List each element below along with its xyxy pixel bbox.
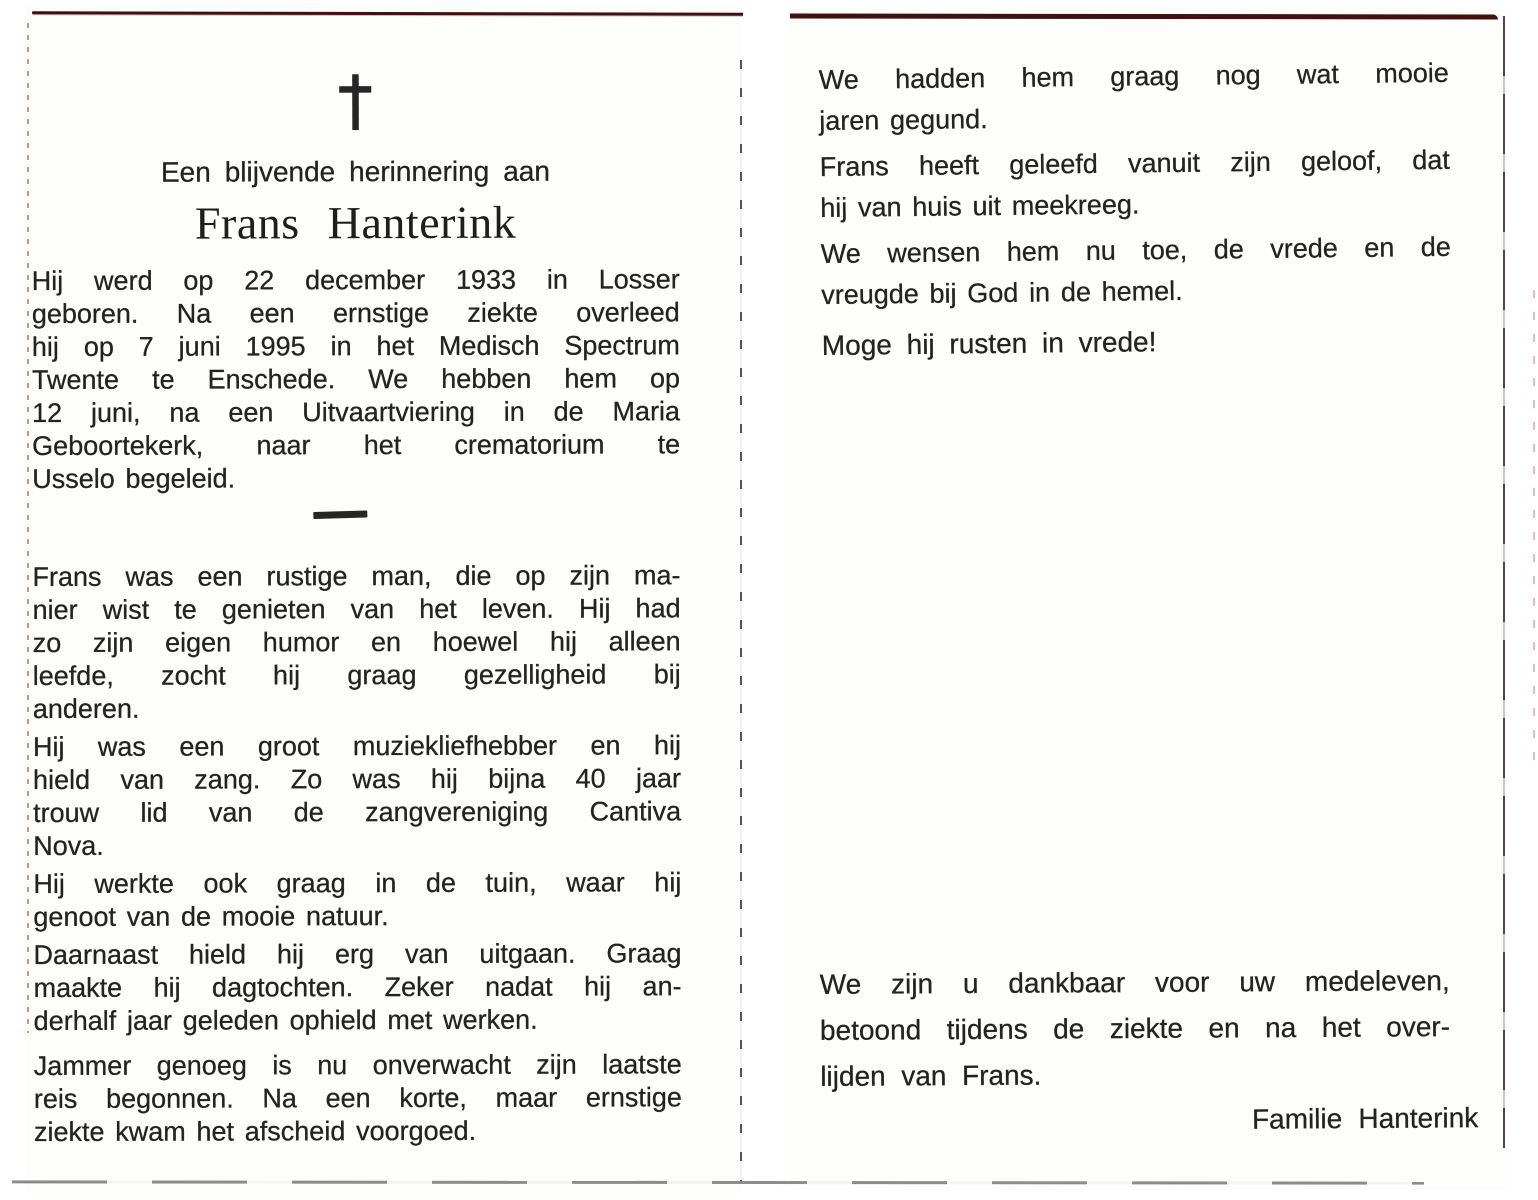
text-line: Usselo begeleid. bbox=[32, 463, 236, 494]
text-line: Daarnaast hield hij erg van uitgaan. Graag bbox=[33, 938, 682, 970]
memorial-card-right-page bbox=[790, 8, 1506, 1190]
text-line: zo zijn eigen humor en hoewel hij alleen bbox=[32, 626, 681, 658]
text-line: derhalf jaar geleden ophield met werken. bbox=[33, 1004, 538, 1036]
text-line: maakte hij dagtochten. Zeker nadat hij an- bbox=[33, 971, 682, 1003]
text-line: Frans was een rustige man, die op zijn ma- bbox=[32, 560, 681, 592]
card-right-edge bbox=[740, 60, 742, 1181]
scan-right-edge bbox=[1533, 290, 1535, 770]
body-paragraph bbox=[820, 140, 1451, 229]
text-line: We wensen hem nu toe, de vrede en de bbox=[820, 231, 1451, 269]
text-line: lijden van Frans. bbox=[820, 1059, 1042, 1092]
text-line: vreugde bij God in de hemel. bbox=[821, 275, 1183, 310]
text-line: Hij werd op 22 december 1933 in Losser bbox=[31, 264, 680, 296]
text-line: genoot van de mooie natuur. bbox=[33, 901, 389, 932]
text-line: Geboortekerk, naar het crematorium te bbox=[32, 429, 681, 461]
text-line: 12 juni, na een Uitvaartviering in de Maria bbox=[32, 396, 681, 428]
text-line: We hadden hem graag nog wat mooie bbox=[818, 57, 1449, 95]
deceased-name: Frans Hanterink bbox=[194, 196, 517, 249]
body-paragraph bbox=[818, 1, 1449, 142]
text-line: leefde, zocht hij graag gezelligheid bij bbox=[32, 659, 681, 691]
text-line: reis begonnen. Na een korte, maar ernstige bbox=[33, 1082, 682, 1114]
cross-icon bbox=[31, 73, 679, 131]
card-right-edge bbox=[1503, 16, 1505, 1148]
text-line: anderen. bbox=[32, 693, 140, 724]
body-paragraph bbox=[32, 559, 680, 726]
text-line: Jammer genoeg is nu onverwacht zijn laatste bbox=[33, 1049, 682, 1081]
text-line: betoond tijdens de ziekte en na het over- bbox=[819, 1011, 1451, 1046]
text-line: hield van zang. Zo was hij bijna 40 jaar bbox=[32, 763, 682, 795]
body-paragraph bbox=[33, 866, 681, 934]
body-paragraph bbox=[33, 729, 681, 863]
section-divider bbox=[313, 510, 367, 519]
body-paragraph bbox=[34, 1048, 682, 1149]
text-line: Twente te Enschede. We hebben hem op bbox=[31, 363, 681, 395]
body-paragraph bbox=[33, 937, 681, 1038]
text-line: geboren. Na een ernstige ziekte overleed bbox=[31, 297, 680, 329]
text-line: Hij was een groot muziekliefhebber en hij bbox=[32, 730, 681, 762]
prayer-line: Moge hij rusten in vrede! bbox=[821, 326, 1157, 361]
text-line: Nova. bbox=[33, 830, 104, 861]
memorial-intro: Een blijvende herinnering aan bbox=[160, 155, 550, 188]
text-line: We zijn u dankbaar voor uw medeleven, bbox=[819, 965, 1450, 1000]
body-paragraph bbox=[821, 227, 1452, 316]
text-line: Hij werkte ook graag in de tuin, waar hij bbox=[33, 867, 682, 899]
text-line: hij van huis uit meekreeg. bbox=[820, 189, 1140, 223]
card-left-edge bbox=[27, 23, 29, 1033]
text-line: trouw lid van de zangvereniging Cantiva bbox=[33, 796, 682, 828]
text-line: Frans heeft geleefd vanuit zijn geloof, dat bbox=[819, 144, 1450, 182]
text-line: hij op 7 juni 1995 in het Medisch Spectrum bbox=[31, 330, 680, 362]
acknowledgement-paragraph bbox=[820, 958, 1451, 1100]
text-line: jaren gegund. bbox=[819, 104, 988, 136]
memorial-card-left-page bbox=[25, 5, 743, 1193]
biography-paragraph bbox=[32, 263, 681, 496]
text-line: nier wist te genieten van het leven. Hij had bbox=[32, 593, 681, 625]
family-signature: Familie Hanterink bbox=[1251, 1102, 1479, 1135]
text-line: ziekte kwam het afscheid voorgoed. bbox=[33, 1115, 477, 1147]
